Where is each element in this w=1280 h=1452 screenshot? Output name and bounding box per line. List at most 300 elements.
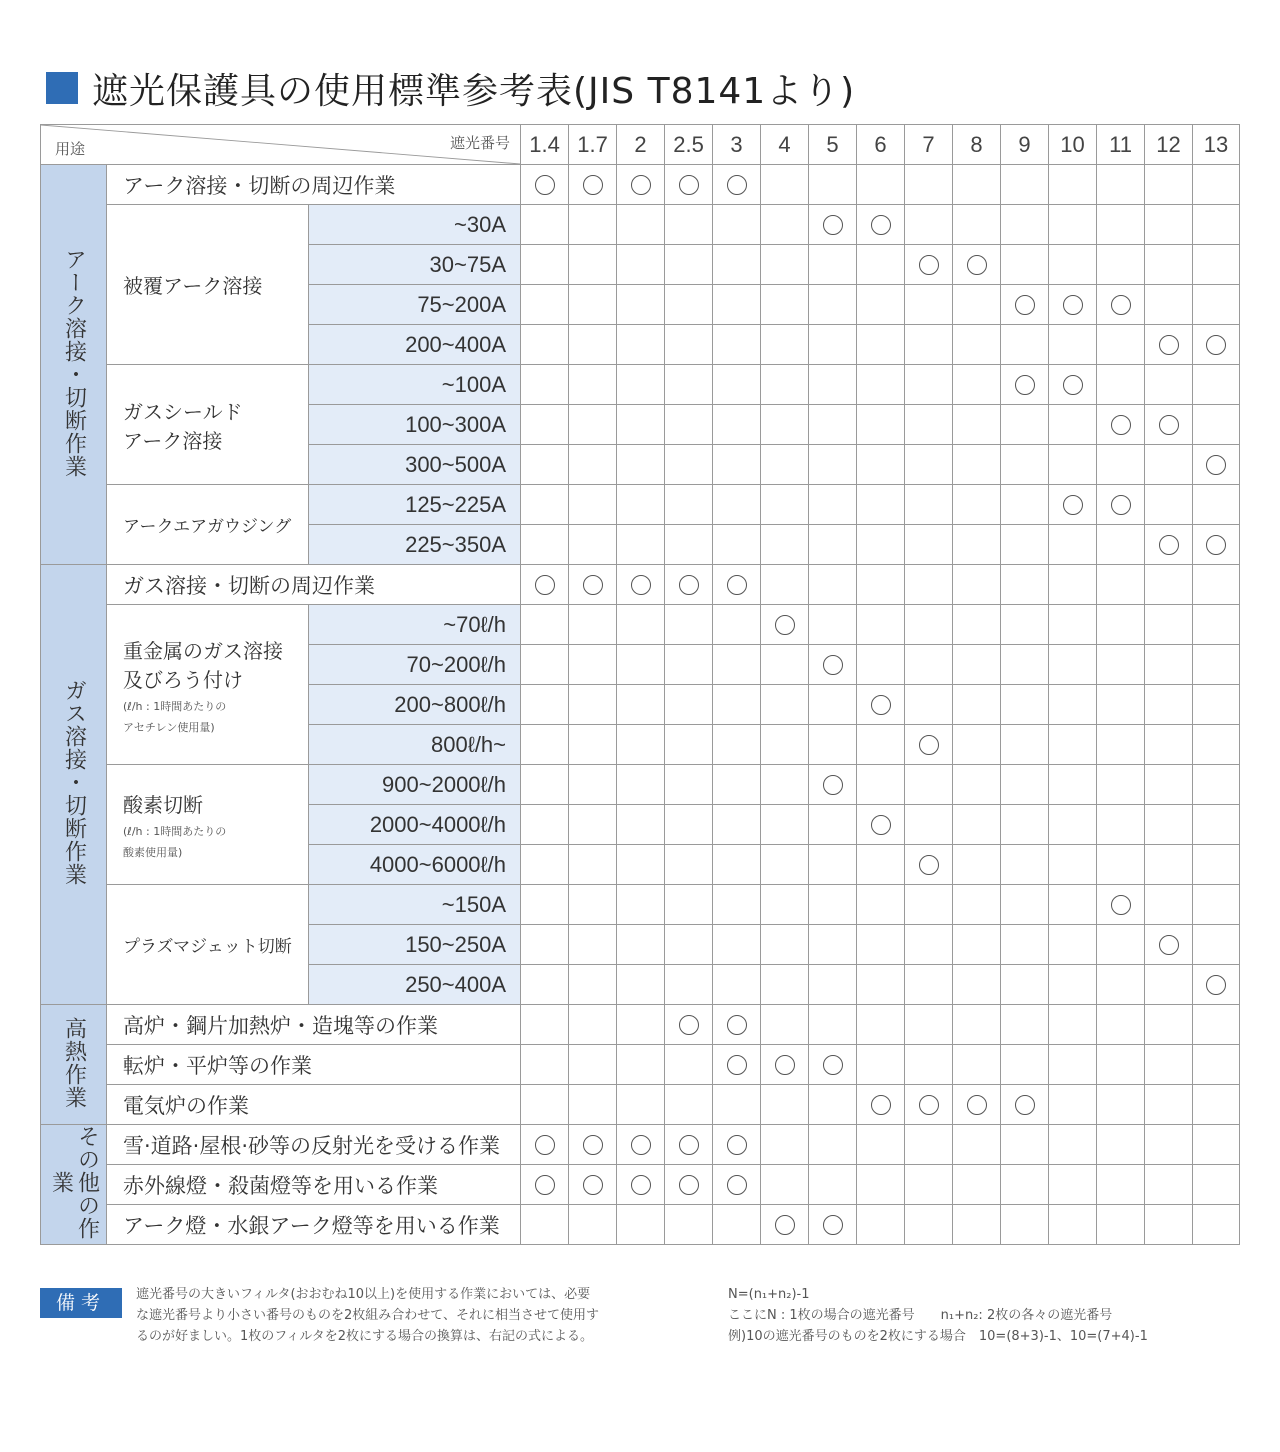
mark-cell <box>857 645 905 685</box>
mark-cell <box>1049 565 1097 605</box>
mark-cell <box>953 245 1001 285</box>
mark-cell <box>953 725 1001 765</box>
mark-cell <box>809 565 857 605</box>
circle-mark-icon <box>871 815 891 835</box>
mark-cell <box>905 1205 953 1245</box>
mark-cell <box>1145 205 1193 245</box>
group-note: (ℓ/h : 1時間あたりの <box>123 825 227 838</box>
mark-cell <box>1193 165 1240 205</box>
circle-mark-icon <box>1015 295 1035 315</box>
shade-number: 2.5 <box>665 125 713 165</box>
mark-cell <box>569 925 617 965</box>
group-label: プラズマジェット切断 <box>123 937 292 957</box>
range-cell: ~70ℓ/h <box>309 605 521 645</box>
mark-cell <box>1193 925 1240 965</box>
mark-cell <box>665 765 713 805</box>
mark-cell <box>809 885 857 925</box>
mark-cell <box>1193 1205 1240 1245</box>
mark-cell <box>1049 405 1097 445</box>
mark-cell <box>1049 1085 1097 1125</box>
mark-cell <box>905 285 953 325</box>
mark-cell <box>1097 1085 1145 1125</box>
mark-cell <box>617 245 665 285</box>
mark-cell <box>569 765 617 805</box>
mark-cell <box>1145 765 1193 805</box>
mark-cell <box>569 885 617 925</box>
mark-cell <box>521 805 569 845</box>
mark-cell <box>857 205 905 245</box>
mark-cell <box>857 245 905 285</box>
mark-cell <box>521 365 569 405</box>
mark-cell <box>1097 365 1145 405</box>
mark-cell <box>1145 365 1193 405</box>
mark-cell <box>713 165 761 205</box>
mark-cell <box>1001 925 1049 965</box>
mark-cell <box>761 685 809 725</box>
mark-cell <box>953 1005 1001 1045</box>
mark-cell <box>1193 845 1240 885</box>
mark-cell <box>1001 885 1049 925</box>
shade-number-header: 遮光番号 <box>450 134 511 152</box>
mark-cell <box>953 205 1001 245</box>
mark-cell <box>1001 845 1049 885</box>
mark-cell <box>857 1005 905 1045</box>
mark-cell <box>1097 805 1145 845</box>
mark-cell <box>1193 485 1240 525</box>
circle-mark-icon <box>535 1135 555 1155</box>
mark-cell <box>521 405 569 445</box>
mark-cell <box>1097 525 1145 565</box>
mark-cell <box>569 285 617 325</box>
mark-cell <box>521 285 569 325</box>
mark-cell <box>857 365 905 405</box>
mark-cell <box>809 1125 857 1165</box>
usage-label: 雪·道路·屋根·砂等の反射光を受ける作業 <box>107 1125 521 1165</box>
mark-cell <box>713 445 761 485</box>
range-cell: 2000~4000ℓ/h <box>309 805 521 845</box>
group-label: 酸素切断 <box>123 793 203 817</box>
mark-cell <box>1193 1045 1240 1085</box>
mark-cell <box>905 1085 953 1125</box>
mark-cell <box>953 805 1001 845</box>
mark-cell <box>809 925 857 965</box>
shade-number: 1.4 <box>521 125 569 165</box>
mark-cell <box>1193 245 1240 285</box>
mark-cell <box>665 1045 713 1085</box>
circle-mark-icon <box>727 1015 747 1035</box>
mark-cell <box>617 405 665 445</box>
mark-cell <box>1193 1085 1240 1125</box>
mark-cell <box>1193 965 1240 1005</box>
mark-cell <box>809 365 857 405</box>
mark-cell <box>857 685 905 725</box>
mark-cell <box>953 165 1001 205</box>
circle-mark-icon <box>583 575 603 595</box>
mark-cell <box>713 285 761 325</box>
mark-cell <box>809 325 857 365</box>
mark-cell <box>1097 245 1145 285</box>
mark-cell <box>713 365 761 405</box>
mark-cell <box>953 965 1001 1005</box>
group-label-cell <box>107 605 309 765</box>
mark-cell <box>1097 325 1145 365</box>
mark-cell <box>761 445 809 485</box>
shade-number: 12 <box>1145 125 1193 165</box>
mark-cell <box>569 845 617 885</box>
circle-mark-icon <box>871 695 891 715</box>
mark-cell <box>905 1005 953 1045</box>
mark-cell <box>521 325 569 365</box>
mark-cell <box>1193 365 1240 405</box>
circle-mark-icon <box>1015 1095 1035 1115</box>
mark-cell <box>1193 765 1240 805</box>
group-label: 及びろう付け <box>123 667 243 692</box>
mark-cell <box>953 405 1001 445</box>
shade-number: 11 <box>1097 125 1145 165</box>
circle-mark-icon <box>727 1055 747 1075</box>
circle-mark-icon <box>823 1055 843 1075</box>
mark-cell <box>1097 725 1145 765</box>
mark-cell <box>809 1005 857 1045</box>
mark-cell <box>1145 285 1193 325</box>
mark-cell <box>521 885 569 925</box>
mark-cell <box>617 1045 665 1085</box>
circle-mark-icon <box>871 1095 891 1115</box>
mark-cell <box>1097 1125 1145 1165</box>
group-label-cell <box>107 205 309 365</box>
mark-cell <box>905 525 953 565</box>
category-cell <box>41 1125 107 1245</box>
mark-cell <box>761 805 809 845</box>
mark-cell <box>857 405 905 445</box>
mark-cell <box>809 245 857 285</box>
circle-mark-icon <box>1063 495 1083 515</box>
mark-cell <box>713 485 761 525</box>
mark-cell <box>1097 885 1145 925</box>
mark-cell <box>761 645 809 685</box>
mark-cell <box>1001 325 1049 365</box>
mark-cell <box>569 805 617 845</box>
mark-cell <box>809 1205 857 1245</box>
mark-cell <box>1049 605 1097 645</box>
mark-cell <box>713 405 761 445</box>
category-label: アーク溶接・切断作業 <box>61 247 87 478</box>
mark-cell <box>1145 965 1193 1005</box>
shade-number: 6 <box>857 125 905 165</box>
mark-cell <box>809 685 857 725</box>
mark-cell <box>713 685 761 725</box>
mark-cell <box>1145 565 1193 605</box>
mark-cell <box>665 885 713 925</box>
usage-label: 高炉・鋼片加熱炉・造塊等の作業 <box>107 1005 521 1045</box>
circle-mark-icon <box>1063 375 1083 395</box>
mark-cell <box>665 725 713 765</box>
mark-cell <box>761 365 809 405</box>
mark-cell <box>665 965 713 1005</box>
circle-mark-icon <box>583 1135 603 1155</box>
mark-cell <box>1049 365 1097 405</box>
mark-cell <box>953 1125 1001 1165</box>
mark-cell <box>857 485 905 525</box>
mark-cell <box>569 725 617 765</box>
mark-cell <box>617 685 665 725</box>
mark-cell <box>809 845 857 885</box>
mark-cell <box>1097 1205 1145 1245</box>
mark-cell <box>1049 805 1097 845</box>
mark-cell <box>761 765 809 805</box>
mark-cell <box>665 925 713 965</box>
circle-mark-icon <box>775 1215 795 1235</box>
circle-mark-icon <box>919 255 939 275</box>
mark-cell <box>521 1045 569 1085</box>
mark-cell <box>761 285 809 325</box>
category-label: 高熱作業 <box>61 1016 87 1109</box>
mark-cell <box>953 525 1001 565</box>
mark-cell <box>809 765 857 805</box>
mark-cell <box>569 405 617 445</box>
mark-cell <box>665 285 713 325</box>
mark-cell <box>905 925 953 965</box>
mark-cell <box>1145 845 1193 885</box>
table-row <box>41 205 1240 245</box>
circle-mark-icon <box>775 615 795 635</box>
mark-cell <box>713 605 761 645</box>
mark-cell <box>1145 1125 1193 1165</box>
mark-cell <box>521 765 569 805</box>
mark-cell <box>1145 325 1193 365</box>
mark-cell <box>761 1205 809 1245</box>
circle-mark-icon <box>679 1135 699 1155</box>
mark-cell <box>1145 1205 1193 1245</box>
mark-cell <box>713 1005 761 1045</box>
mark-cell <box>953 845 1001 885</box>
mark-cell <box>857 325 905 365</box>
mark-cell <box>521 525 569 565</box>
mark-cell <box>569 605 617 645</box>
mark-cell <box>617 365 665 405</box>
mark-cell <box>665 805 713 845</box>
mark-cell <box>857 1085 905 1125</box>
mark-cell <box>1145 165 1193 205</box>
mark-cell <box>1001 205 1049 245</box>
circle-mark-icon <box>1111 295 1131 315</box>
range-cell: 900~2000ℓ/h <box>309 765 521 805</box>
range-cell: ~30A <box>309 205 521 245</box>
mark-cell <box>809 1165 857 1205</box>
mark-cell <box>857 525 905 565</box>
mark-cell <box>1145 445 1193 485</box>
mark-cell <box>1001 1165 1049 1205</box>
shade-number: 9 <box>1001 125 1049 165</box>
mark-cell <box>761 1005 809 1045</box>
mark-cell <box>857 565 905 605</box>
range-cell: ~150A <box>309 885 521 925</box>
circle-mark-icon <box>535 575 555 595</box>
shade-number: 7 <box>905 125 953 165</box>
mark-cell <box>905 365 953 405</box>
mark-cell <box>857 445 905 485</box>
range-cell: 300~500A <box>309 445 521 485</box>
mark-cell <box>857 805 905 845</box>
table-row <box>41 1125 1240 1165</box>
range-cell: 75~200A <box>309 285 521 325</box>
group-label-cell <box>107 765 309 885</box>
mark-cell <box>1145 645 1193 685</box>
range-cell: 200~400A <box>309 325 521 365</box>
mark-cell <box>905 325 953 365</box>
range-cell: 150~250A <box>309 925 521 965</box>
mark-cell <box>761 405 809 445</box>
formula-line: ここにN : 1枚の場合の遮光番号 n₁+n₂: 2枚の各々の遮光番号 <box>728 1308 1113 1323</box>
mark-cell <box>1193 205 1240 245</box>
mark-cell <box>1049 965 1097 1005</box>
mark-cell <box>1193 685 1240 725</box>
mark-cell <box>521 1005 569 1045</box>
circle-mark-icon <box>823 1215 843 1235</box>
usage-label: 転炉・平炉等の作業 <box>107 1045 521 1085</box>
shade-number: 2 <box>617 125 665 165</box>
circle-mark-icon <box>871 215 891 235</box>
mark-cell <box>1049 245 1097 285</box>
mark-cell <box>1193 565 1240 605</box>
circle-mark-icon <box>823 775 843 795</box>
mark-cell <box>761 1045 809 1085</box>
mark-cell <box>905 645 953 685</box>
mark-cell <box>1145 885 1193 925</box>
mark-cell <box>713 525 761 565</box>
mark-cell <box>953 365 1001 405</box>
remarks-label: 備考 <box>40 1288 122 1318</box>
mark-cell <box>1049 1045 1097 1085</box>
mark-cell <box>857 165 905 205</box>
mark-cell <box>569 365 617 405</box>
mark-cell <box>1001 405 1049 445</box>
mark-cell <box>569 1005 617 1045</box>
mark-cell <box>1097 485 1145 525</box>
table-row <box>41 1045 1240 1085</box>
mark-cell <box>953 885 1001 925</box>
mark-cell <box>569 245 617 285</box>
formula-line: 例)10の遮光番号のものを2枚にする場合 10=(8+3)-1、10=(7+4)-1 <box>728 1329 1148 1344</box>
mark-cell <box>617 565 665 605</box>
page-title: 遮光保護具の使用標準参考表(JIS T8141より) <box>92 70 856 112</box>
circle-mark-icon <box>1206 335 1226 355</box>
mark-cell <box>953 565 1001 605</box>
group-label-cell <box>107 365 309 485</box>
mark-cell <box>1097 205 1145 245</box>
mark-cell <box>1193 525 1240 565</box>
mark-cell <box>761 1125 809 1165</box>
group-label-cell <box>107 485 309 565</box>
circle-mark-icon <box>1206 455 1226 475</box>
range-cell: 100~300A <box>309 405 521 445</box>
mark-cell <box>809 1045 857 1085</box>
mark-cell <box>521 845 569 885</box>
mark-cell <box>617 485 665 525</box>
mark-cell <box>857 1205 905 1245</box>
mark-cell <box>665 245 713 285</box>
mark-cell <box>1049 725 1097 765</box>
mark-cell <box>905 765 953 805</box>
mark-cell <box>809 1085 857 1125</box>
header-diagonal-line <box>41 125 520 164</box>
mark-cell <box>1193 1005 1240 1045</box>
mark-cell <box>1097 285 1145 325</box>
mark-cell <box>617 325 665 365</box>
mark-cell <box>617 965 665 1005</box>
mark-cell <box>809 525 857 565</box>
circle-mark-icon <box>823 215 843 235</box>
range-cell: 4000~6000ℓ/h <box>309 845 521 885</box>
circle-mark-icon <box>1111 895 1131 915</box>
group-label: ガスシールド <box>123 399 243 424</box>
range-cell: 125~225A <box>309 485 521 525</box>
mark-cell <box>1001 605 1049 645</box>
category-cell <box>41 565 107 1005</box>
mark-cell <box>665 165 713 205</box>
mark-cell <box>761 725 809 765</box>
mark-cell <box>857 965 905 1005</box>
mark-cell <box>1049 205 1097 245</box>
mark-cell <box>1049 445 1097 485</box>
mark-cell <box>953 645 1001 685</box>
table-row <box>41 1205 1240 1245</box>
mark-cell <box>1193 605 1240 645</box>
mark-cell <box>665 1005 713 1045</box>
mark-cell <box>809 285 857 325</box>
mark-cell <box>857 285 905 325</box>
mark-cell <box>521 205 569 245</box>
mark-cell <box>569 1125 617 1165</box>
mark-cell <box>713 645 761 685</box>
mark-cell <box>521 645 569 685</box>
mark-cell <box>1097 685 1145 725</box>
range-cell: ~100A <box>309 365 521 405</box>
mark-cell <box>953 925 1001 965</box>
mark-cell <box>569 965 617 1005</box>
mark-cell <box>617 645 665 685</box>
circle-mark-icon <box>583 175 603 195</box>
circle-mark-icon <box>1015 375 1035 395</box>
mark-cell <box>1001 765 1049 805</box>
circle-mark-icon <box>631 175 651 195</box>
title-square-icon <box>46 72 78 104</box>
mark-cell <box>809 485 857 525</box>
mark-cell <box>1097 605 1145 645</box>
mark-cell <box>617 1165 665 1205</box>
mark-cell <box>1145 1165 1193 1205</box>
mark-cell <box>1145 485 1193 525</box>
range-cell: 250~400A <box>309 965 521 1005</box>
shade-number: 13 <box>1193 125 1240 165</box>
remarks-line: な遮光番号より小さい番号のものを2枚組み合わせて、それに相当させて使用す <box>136 1308 600 1323</box>
mark-cell <box>761 1165 809 1205</box>
circle-mark-icon <box>967 1095 987 1115</box>
mark-cell <box>857 885 905 925</box>
mark-cell <box>521 925 569 965</box>
mark-cell <box>617 1125 665 1165</box>
mark-cell <box>761 925 809 965</box>
usage-label: ガス溶接・切断の周辺作業 <box>107 565 521 605</box>
circle-mark-icon <box>1159 535 1179 555</box>
circle-mark-icon <box>1206 535 1226 555</box>
shade-number: 3 <box>713 125 761 165</box>
mark-cell <box>809 965 857 1005</box>
mark-cell <box>905 405 953 445</box>
mark-cell <box>665 365 713 405</box>
mark-cell <box>1001 245 1049 285</box>
circle-mark-icon <box>535 1175 555 1195</box>
